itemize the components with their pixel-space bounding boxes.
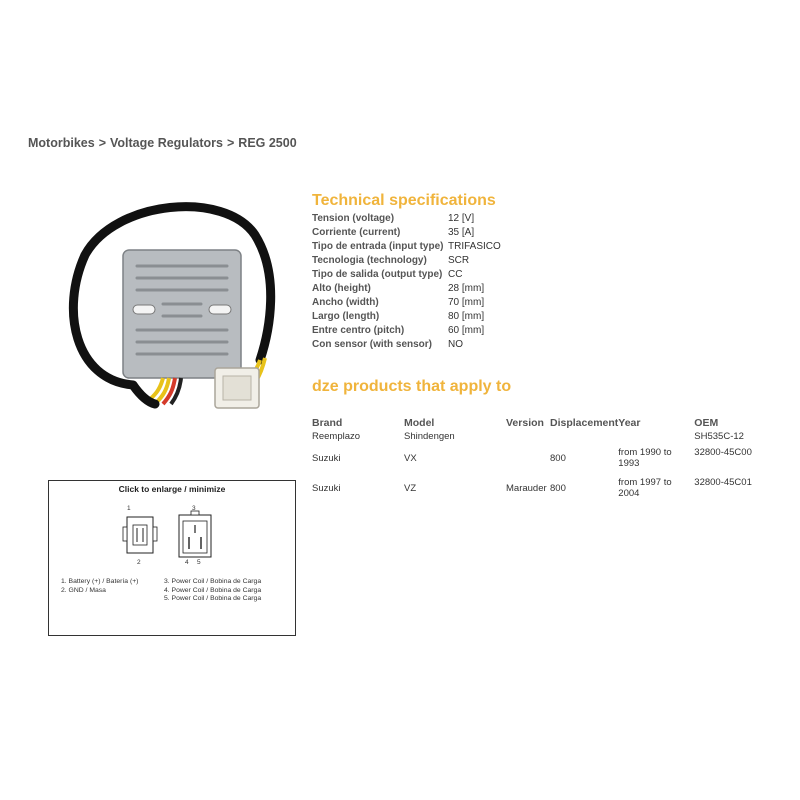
legend-left (61, 578, 138, 595)
cell-version (506, 430, 550, 447)
spec-label: Tecnologia (technology) (312, 255, 427, 266)
spec-value: 60 [mm] (448, 325, 485, 336)
pin-label: 2 (137, 559, 141, 566)
enlarge-toggle-link[interactable]: Click to enlarge / minimize (118, 484, 226, 494)
cell-year: from 1990 to 1993 (618, 447, 672, 469)
spec-value: TRIFASICO (448, 241, 501, 252)
spec-row (312, 324, 501, 338)
spec-value: NO (448, 339, 463, 350)
breadcrumb-item-voltage-regulators[interactable]: Voltage Regulators (110, 136, 223, 150)
cell-displacement: 800 (550, 453, 566, 464)
applications-table (312, 416, 754, 507)
cell-year (618, 430, 694, 447)
spec-row (312, 310, 501, 324)
product-image[interactable] (55, 190, 295, 430)
table-row (312, 477, 754, 507)
cell-oem: 32800-45C01 (694, 477, 752, 488)
pin-label: 5 (197, 559, 201, 566)
cell-displacement: 800 (550, 483, 566, 494)
breadcrumb-item-current: REG 2500 (238, 136, 297, 150)
spec-value: 12 [V] (448, 213, 475, 224)
spec-label: Ancho (width) (312, 297, 379, 308)
spec-label: Tipo de entrada (input type) (312, 241, 444, 252)
legend-item: 3. Power Coil / Bobina de Carga (164, 578, 262, 585)
header-brand: Brand (312, 417, 343, 429)
spec-row (312, 254, 501, 268)
cell-displacement (550, 430, 618, 447)
cell-year: from 1997 to 2004 (618, 477, 672, 499)
cell-model: Shindengen (404, 431, 455, 442)
spec-value: SCR (448, 255, 470, 266)
table-row (312, 430, 754, 447)
legend-item: 2. GND / Masa (61, 586, 106, 594)
specs-table (312, 212, 501, 352)
applications-title: dze products that apply to (312, 378, 512, 395)
pin-label: 1 (127, 505, 131, 512)
spec-label: Largo (length) (312, 311, 380, 322)
spec-label: Tipo de salida (output type) (312, 269, 443, 280)
breadcrumb-separator: > (98, 136, 106, 150)
spec-value: 70 [mm] (448, 297, 485, 308)
cell-brand: Suzuki (312, 483, 341, 494)
breadcrumb-separator: > (226, 136, 235, 150)
header-oem: OEM (694, 417, 719, 429)
spec-label: Entre centro (pitch) (312, 325, 405, 336)
spec-row (312, 226, 501, 240)
legend-right (164, 578, 261, 604)
breadcrumb-item-motorbikes[interactable]: Motorbikes (28, 136, 95, 150)
table-row (312, 447, 754, 477)
spec-value: 35 [A] (448, 227, 475, 238)
legend-item: 4. Power Coil / Bobina de Carga (164, 586, 262, 594)
spec-label: Corriente (current) (312, 227, 401, 238)
spec-row (312, 338, 501, 352)
spec-label: Tension (voltage) (312, 213, 395, 224)
cell-oem: 32800-45C00 (694, 447, 752, 458)
spec-row (312, 212, 501, 226)
connector-icon (49, 481, 295, 635)
spec-label: Alto (height) (312, 283, 371, 294)
header-displacement: Displacement (550, 417, 619, 429)
cell-version (506, 447, 550, 477)
breadcrumb (28, 136, 297, 150)
cell-model: VZ (404, 483, 417, 494)
cell-oem: SH535C-12 (694, 431, 744, 442)
pin-label: 3 (192, 505, 196, 512)
connector-diagram[interactable] (48, 480, 296, 636)
cell-version: Marauder (506, 483, 547, 494)
cell-brand: Suzuki (312, 453, 341, 464)
spec-value: CC (448, 269, 463, 280)
spec-row (312, 296, 501, 310)
spec-label: Con sensor (with sensor) (312, 339, 433, 350)
pin-label: 4 (185, 559, 189, 566)
cell-brand: Reemplazo (312, 431, 361, 442)
legend-item: 5. Power Coil / Bobina de Carga (164, 595, 262, 603)
header-version: Version (506, 417, 544, 429)
spec-row (312, 268, 501, 282)
spec-row (312, 282, 501, 296)
spec-value: 80 [mm] (448, 311, 485, 322)
header-year: Year (618, 417, 641, 429)
legend-item: 1. Battery (+) / Batería (+) (61, 578, 139, 585)
cell-model: VX (404, 453, 417, 464)
spec-row (312, 240, 501, 254)
specs-title: Technical specifications (312, 192, 496, 209)
header-model: Model (404, 417, 435, 429)
spec-value: 28 [mm] (448, 283, 485, 294)
